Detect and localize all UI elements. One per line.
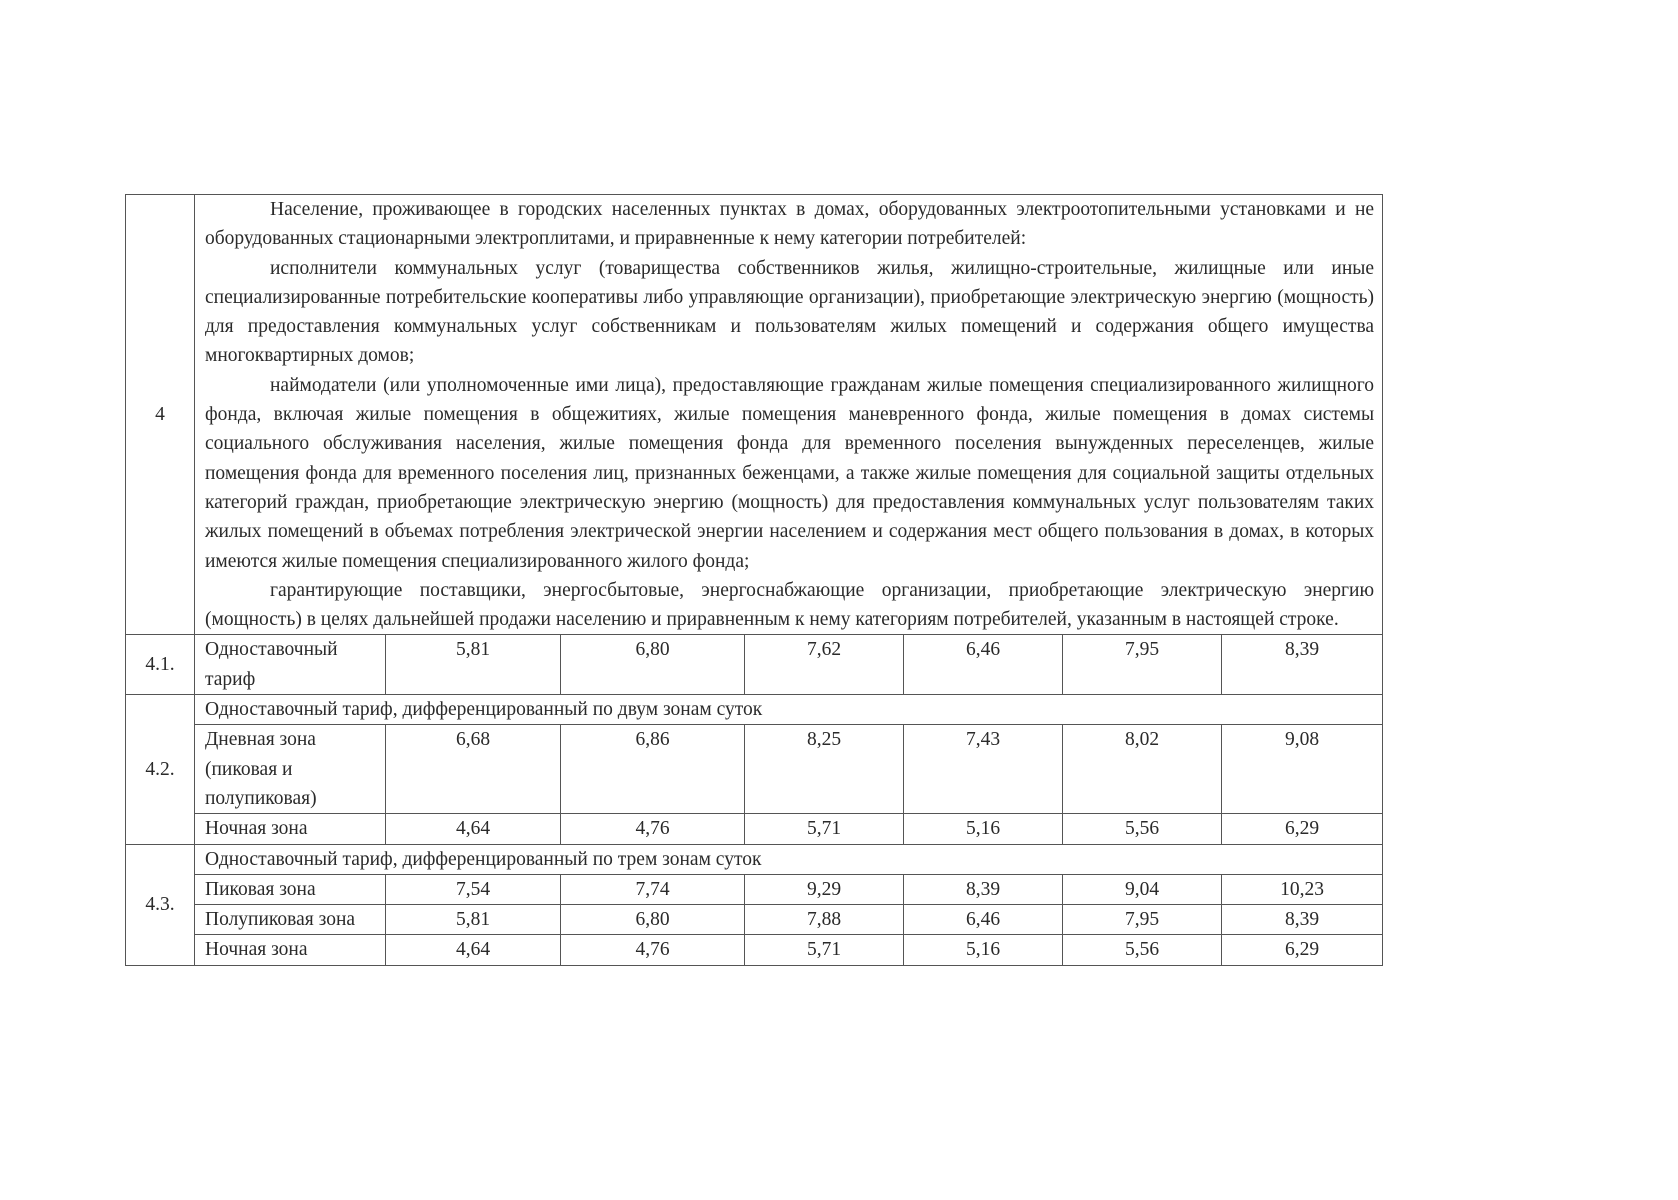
tariff-value: 7,62 bbox=[745, 635, 904, 695]
tariff-value: 8,39 bbox=[1222, 635, 1383, 695]
tariff-value: 5,81 bbox=[386, 905, 561, 935]
tariff-label: Полупиковая зона bbox=[195, 905, 386, 935]
tariff-value: 7,43 bbox=[904, 725, 1063, 814]
tariff-value: 5,16 bbox=[904, 935, 1063, 965]
tariff-value: 7,54 bbox=[386, 874, 561, 904]
group-title: Одноставочный тариф, дифференцированный по трем зонам суток bbox=[195, 844, 1383, 874]
row-number: 4.2. bbox=[126, 695, 195, 844]
table-row bbox=[126, 725, 1383, 814]
tariff-value: 7,88 bbox=[745, 905, 904, 935]
description-paragraph: исполнители коммунальных услуг (товарищества собственников жилья, жилищно-строительные, жилищные или иные специализированные потребительские кооперативы либо управляющие организации), приобретающие электрическую энергию (мощность) для предоставления коммунальных услуг собственникам и пользователям жилых помещений и содержания общего имущества многоквартирных домов; bbox=[205, 257, 1375, 367]
table-row bbox=[126, 814, 1383, 844]
tariff-value: 5,56 bbox=[1063, 814, 1222, 844]
section-description bbox=[195, 195, 1383, 635]
tariff-label: Ночная зона bbox=[195, 935, 386, 965]
tariff-value: 6,29 bbox=[1222, 935, 1383, 965]
tariff-value: 9,04 bbox=[1063, 874, 1222, 904]
group-title: Одноставочный тариф, дифференцированный по двум зонам суток bbox=[195, 695, 1383, 725]
tariff-value: 6,29 bbox=[1222, 814, 1383, 844]
tariff-value: 10,23 bbox=[1222, 874, 1383, 904]
description-paragraph: наймодатели (или уполномоченные ими лица), предоставляющие гражданам жилые помещения специализированного жилищного фонда, включая жилые помещения в общежитиях, жилые помещения маневренного фонда, жилые помещения в домах системы социального обслуживания населения, жилые помещения фонда для временного поселения вынужденных переселенцев, жилые помещения фонда для временного поселения лиц, признанных беженцами, а также жилые помещения для социальной защиты отдельных категорий граждан, приобретающие электрическую энергию (мощность) для предоставления коммунальных услуг пользователям таких жилых помещений в объемах потребления электрической энергии населением и содержания мест общего пользования в домах, в которых имеются жилые помещения специализированного жилого фонда; bbox=[205, 374, 1375, 572]
tariff-value: 6,80 bbox=[561, 635, 745, 695]
tariff-label: Ночная зона bbox=[195, 814, 386, 844]
tariff-value: 8,25 bbox=[745, 725, 904, 814]
tariff-value: 5,81 bbox=[386, 635, 561, 695]
tariff-value: 4,64 bbox=[386, 814, 561, 844]
row-number: 4.3. bbox=[126, 844, 195, 965]
tariff-table bbox=[125, 194, 1383, 966]
table-row bbox=[126, 935, 1383, 965]
tariff-value: 5,71 bbox=[745, 935, 904, 965]
section-4-row bbox=[126, 195, 1383, 635]
tariff-value: 6,80 bbox=[561, 905, 745, 935]
tariff-value: 8,39 bbox=[1222, 905, 1383, 935]
group-title-row bbox=[126, 844, 1383, 874]
group-title-row bbox=[126, 695, 1383, 725]
tariff-value: 4,64 bbox=[386, 935, 561, 965]
tariff-value: 8,02 bbox=[1063, 725, 1222, 814]
table-row bbox=[126, 874, 1383, 904]
description-paragraph: Население, проживающее в городских населенных пунктах в домах, оборудованных электроотопительными установками и не оборудованных стационарными электроплитами, и приравненные к нему категории потребителей: bbox=[205, 199, 1375, 250]
row-number: 4.1. bbox=[126, 635, 195, 695]
row-number: 4 bbox=[126, 195, 195, 635]
table-row bbox=[126, 905, 1383, 935]
tariff-value: 9,29 bbox=[745, 874, 904, 904]
tariff-value: 8,39 bbox=[904, 874, 1063, 904]
tariff-value: 4,76 bbox=[561, 814, 745, 844]
tariff-value: 7,95 bbox=[1063, 905, 1222, 935]
tariff-value: 7,95 bbox=[1063, 635, 1222, 695]
tariff-value: 4,76 bbox=[561, 935, 745, 965]
tariff-value: 6,86 bbox=[561, 725, 745, 814]
tariff-value: 5,71 bbox=[745, 814, 904, 844]
table-row bbox=[126, 635, 1383, 695]
tariff-value: 5,16 bbox=[904, 814, 1063, 844]
tariff-value: 5,56 bbox=[1063, 935, 1222, 965]
tariff-label: Дневная зона (пиковая и полупиковая) bbox=[195, 725, 386, 814]
tariff-value: 6,46 bbox=[904, 905, 1063, 935]
tariff-value: 7,74 bbox=[561, 874, 745, 904]
description-paragraph: гарантирующие поставщики, энергосбытовые, энергоснабжающие организации, приобретающие электрическую энергию (мощность) в целях дальнейшей продажи населению и приравненным к нему категориям потребителей, указанным в настоящей строке. bbox=[205, 579, 1375, 631]
tariff-value: 9,08 bbox=[1222, 725, 1383, 814]
tariff-label: Пиковая зона bbox=[195, 874, 386, 904]
tariff-value: 6,68 bbox=[386, 725, 561, 814]
tariff-value: 6,46 bbox=[904, 635, 1063, 695]
tariff-label: Одноставочный тариф bbox=[195, 635, 386, 695]
